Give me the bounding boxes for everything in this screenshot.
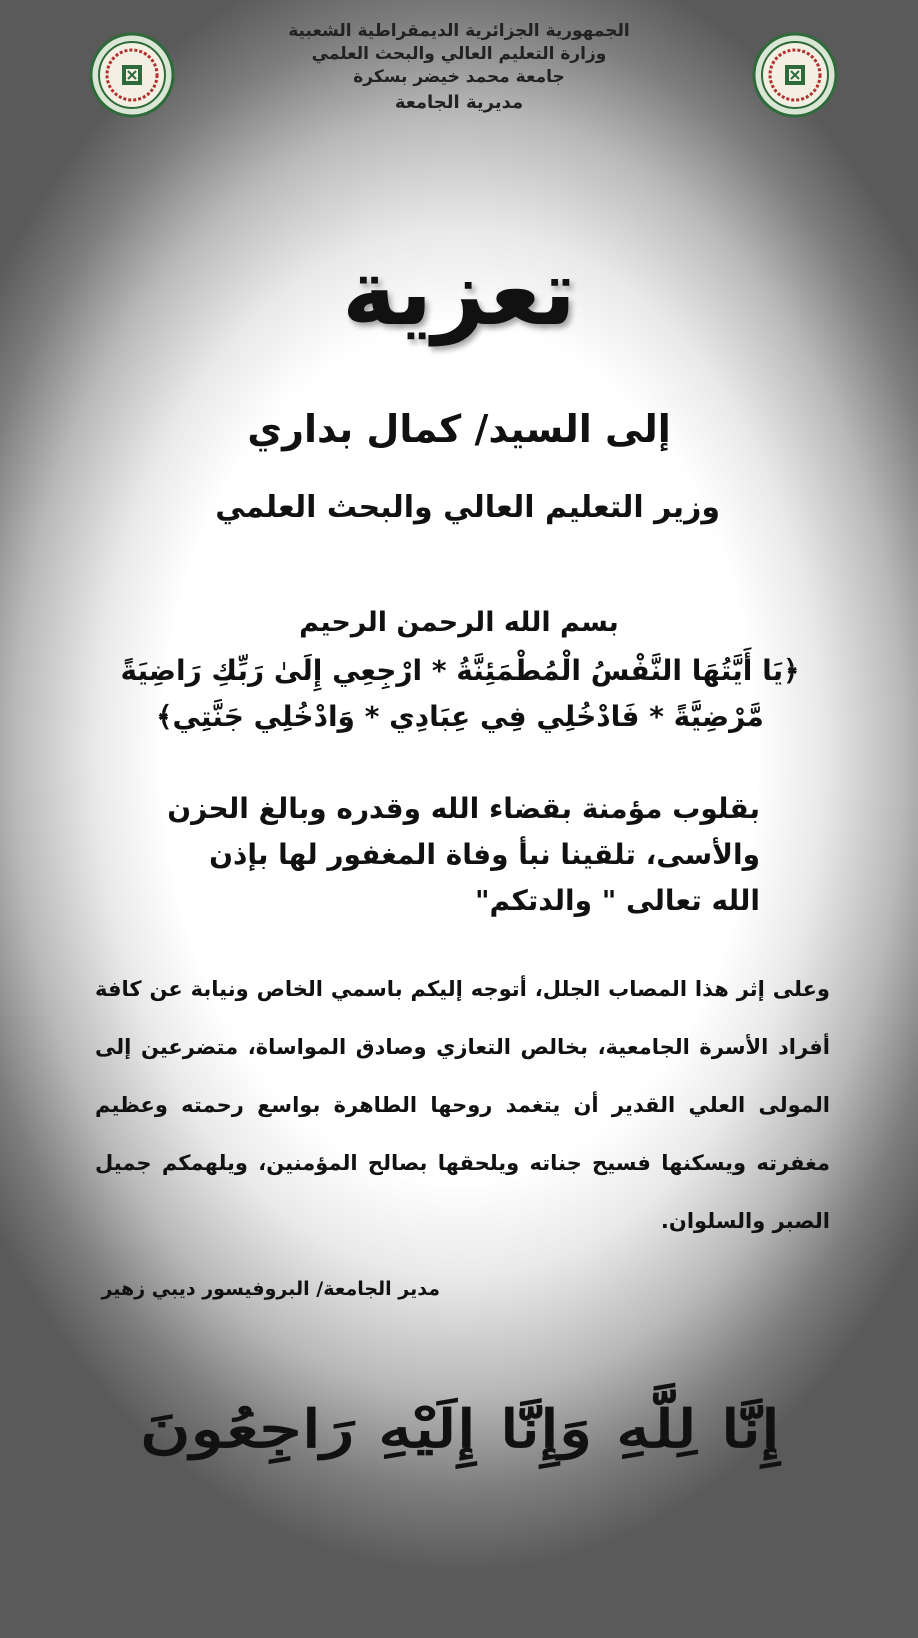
- condolence-opening-paragraph: بقلوب مؤمنة بقضاء الله وقدره وبالغ الحزن والأسى، تلقينا نبأ وفاة المغفور لها بإذن الله تعالى " والدتكم": [167, 792, 760, 917]
- bismillah: بسم الله الرحمن الرحيم: [299, 607, 619, 638]
- signature-line: مدير الجامعة/ البروفيسور ديبي زهير: [101, 1278, 440, 1300]
- quran-verse: ﴿يَا أَيَّتُهَا النَّفْسُ الْمُطْمَئِنَّةُ * ارْجِعِي إِلَىٰ رَبِّكِ رَاضِيَةً مَّرْضِيَّةً * فَادْخُلِي فِي عِبَادِي * وَادْخُلِي جَنَّتِي﴾: [120, 654, 800, 733]
- header-university: جامعة محمد خيضر بسكرة: [353, 67, 565, 87]
- header-directorate: مديرية الجامعة: [394, 92, 524, 113]
- calligraphy-text: إِنَّا لِلَّهِ وَإِنَّا إِلَيْهِ رَاجِعُونَ: [140, 1399, 624, 1460]
- recipient-name: إلى السيد/ كمال بداري: [247, 407, 671, 451]
- closing-calligraphy: [120, 1335, 800, 1505]
- header-ministry: وزارة التعليم العالي والبحث العلمي: [311, 44, 607, 64]
- condolence-title: تعزية: [341, 239, 577, 346]
- condolence-body-paragraph: وعلى إثر هذا المصاب الجلل، أتوجه إليكم باسمي الخاص ونيابة عن كافة أفراد الأسرة الجامعية، بخالص التعازي وصادق المواساة، متضرعين إلى المولى العلي القدير أن يتغمد روحها الطاهرة بواسع رحمته وعظيم مغفرته ويسكنها فسيح جناته ويلحقها بصالح المؤمنين، ويلهمكم جميل الصبر والسلوان.: [95, 977, 830, 1233]
- recipient-position: وزير التعليم العالي والبحث العلمي: [215, 490, 720, 525]
- institution-header: [0, 20, 918, 114]
- header-republic: الجمهورية الجزائرية الديمقراطية الشعبية: [288, 21, 630, 41]
